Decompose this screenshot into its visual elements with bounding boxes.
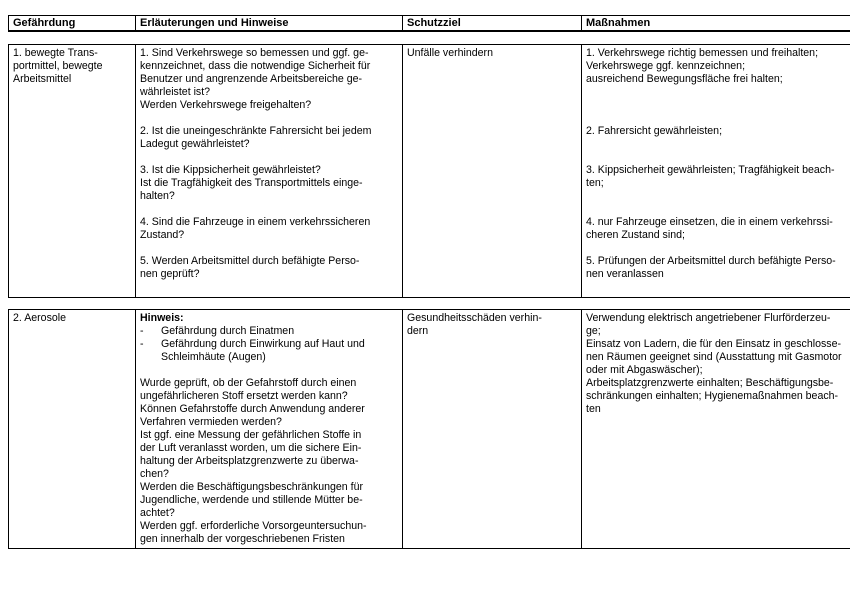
measure-item-1: 1. Verkehrswege richtig bemessen und freihalten; Verkehrswege ggf. kennzeichnen; ausreichend Bewegungsfläche frei halten; bbox=[586, 47, 819, 85]
table-row bbox=[9, 45, 850, 298]
table-header bbox=[8, 15, 850, 32]
measure-item-4: 4. nur Fahrzeuge einsetzen, die in einem verkehrssi- cheren Zustand sind; bbox=[586, 216, 833, 241]
measure-item-5: 5. Prüfungen der Arbeitsmittel durch befähigte Perso- nen veranlassen bbox=[586, 255, 836, 280]
hazard-cell: 2. Aerosole bbox=[9, 310, 136, 549]
notes-cell bbox=[136, 45, 403, 298]
measures-cell bbox=[582, 45, 850, 298]
hint-title: Hinweis: bbox=[140, 312, 184, 324]
note-item-2: 2. Ist die uneingeschränkte Fahrersicht bei jedem Ladegut gewährleistet? bbox=[140, 125, 372, 150]
measures-cell: Verwendung elektrisch angetriebener Flurförderzeu- ge; Einsatz von Ladern, die für den Einsatz in geschlosse- nen Räumen geeignet sind (Ausstattung mit Gasmotor oder mit Abgaswäscher); Arbeitsplatzgrenzwerte einhalten; Beschäftigungsbe- schränkungen einhalten; Hygienemaßnahmen beach- ten bbox=[582, 310, 850, 549]
goal-cell: Unfälle verhindern bbox=[403, 45, 582, 298]
note-item-5: 5. Werden Arbeitsmittel durch befähigte Perso- nen geprüft? bbox=[140, 255, 360, 280]
hint-bullet-text: Gefährdung durch Einwirkung auf Haut und Schleimhäute (Augen) bbox=[161, 338, 365, 363]
notes-cell bbox=[136, 310, 403, 549]
hazard-table-2 bbox=[8, 309, 850, 549]
hazard-cell: 1. bewegte Trans- portmittel, bewegte Arbeitsmittel bbox=[9, 45, 136, 298]
note-item-1: 1. Sind Verkehrswege so bemessen und ggf. ge- kennzeichnet, dass die notwendige Sicherheit für Benutzer und angrenzende Arbeitsbereiche ge- währleistet ist? Werden Verkehrswege freigehalten? bbox=[140, 47, 371, 111]
hint-bullet-2 bbox=[140, 338, 398, 364]
header-row bbox=[9, 16, 850, 32]
measure-item-3: 3. Kippsicherheit gewährleisten; Tragfähigkeit beach- ten; bbox=[586, 164, 835, 189]
bullet-dash: - bbox=[140, 338, 144, 350]
hint-bullet-1 bbox=[140, 325, 398, 338]
measure-item-2: 2. Fahrersicht gewährleisten; bbox=[586, 125, 723, 137]
note-item-4: 4. Sind die Fahrzeuge in einem verkehrssicheren Zustand? bbox=[140, 216, 371, 241]
header-gefaehrdung: Gefährdung bbox=[9, 16, 136, 32]
header-erlaeuterungen: Erläuterungen und Hinweise bbox=[136, 16, 403, 32]
notes-text: Wurde geprüft, ob der Gefahrstoff durch einen ungefährlicheren Stoff ersetzt werden kann? Können Gefahrstoffe durch Anwendung anderer Verfahren vermieden werden? Ist ggf. eine Messung der gefährlichen Stoffe in der Luft veranlasst worden, um die sichere Ein- haltung der Arbeitsplatzgrenzwerte zu überwa- chen? Werden die Beschäftigungsbeschränkungen für Jugendliche, werdende und stillende Mütter be- achtet? Werden ggf. erforderliche Vorsorgeuntersuchun- gen innerhalb der vorgeschriebenen Fristen bbox=[140, 377, 367, 545]
table-row bbox=[9, 310, 850, 549]
hazard-table-1 bbox=[8, 44, 850, 298]
bullet-dash: - bbox=[140, 325, 144, 337]
hint-bullet-text: Gefährdung durch Einatmen bbox=[161, 325, 295, 337]
header-schutzziel: Schutzziel bbox=[403, 16, 582, 32]
header-massnahmen: Maßnahmen bbox=[582, 16, 850, 32]
note-item-3: 3. Ist die Kippsicherheit gewährleistet? Ist die Tragfähigkeit des Transportmittels einge- halten? bbox=[140, 164, 363, 202]
goal-cell: Gesundheitsschäden verhin- dern bbox=[403, 310, 582, 549]
